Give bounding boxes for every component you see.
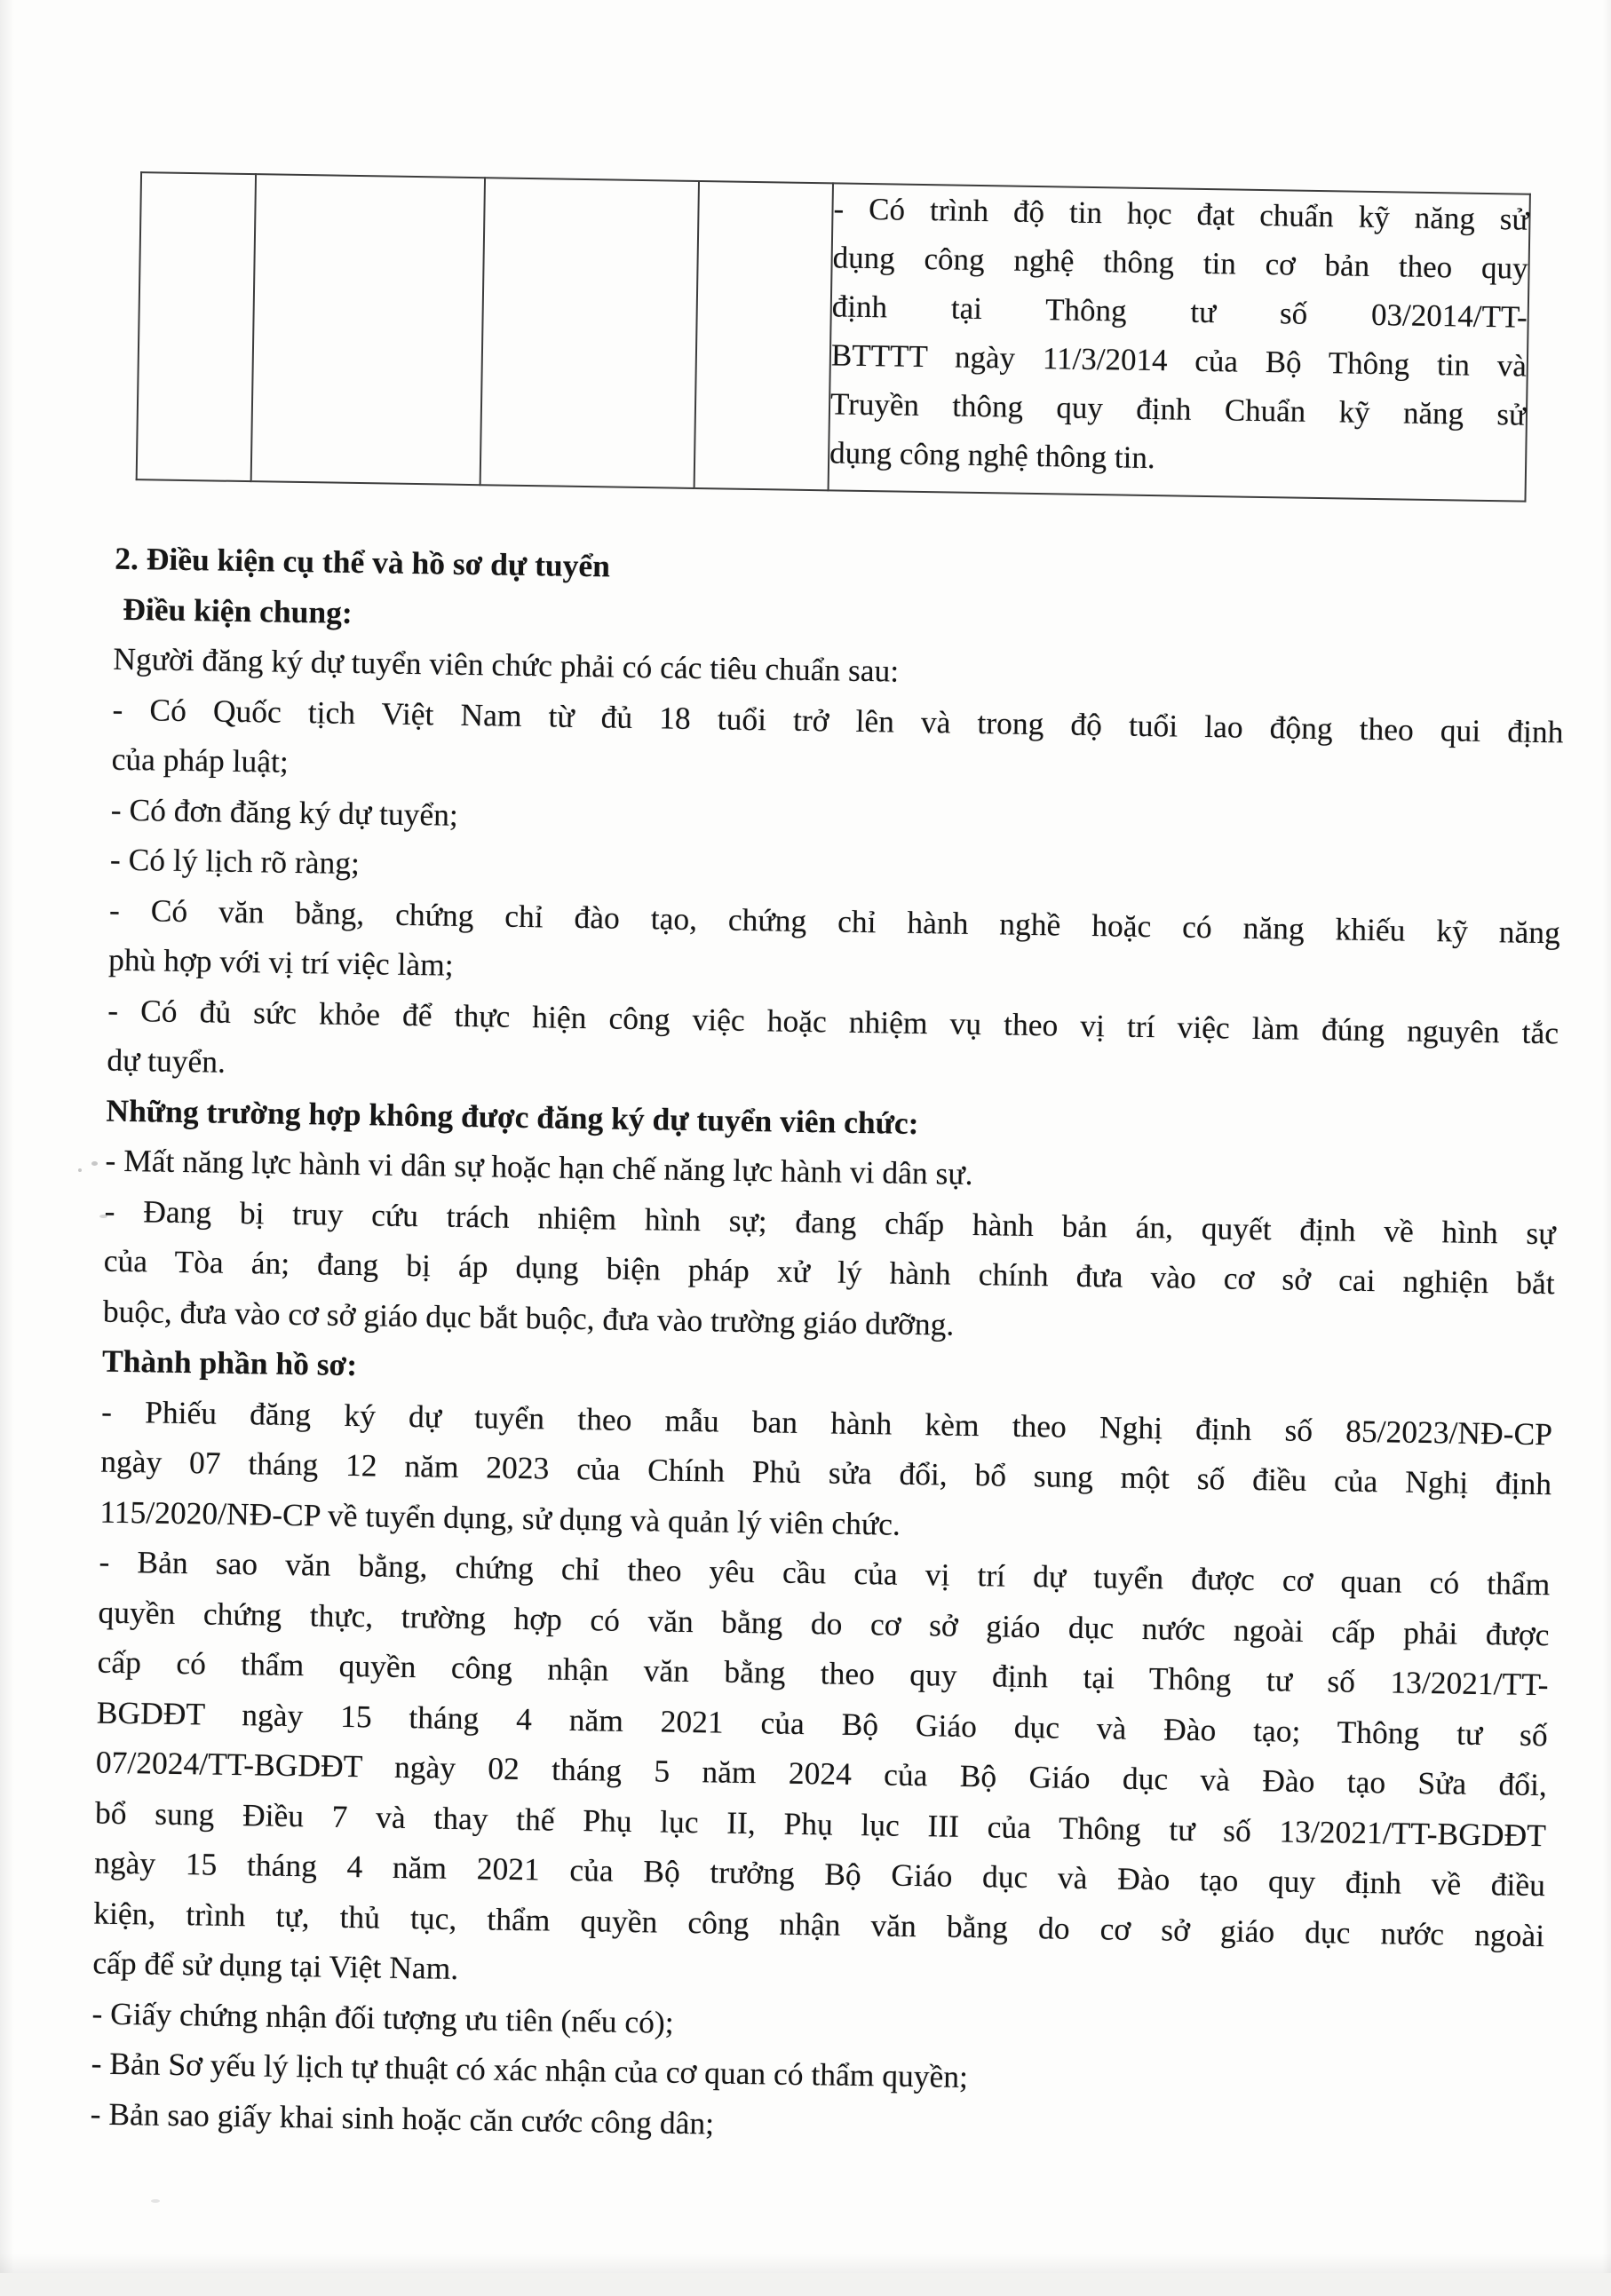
requirement-cell-line: BTTTT ngày 11/3/2014 của Bộ Thông tin và [830,337,1528,384]
text-line: - Bản sao giấy khai sinh hoặc căn cước công dân; [90,2095,715,2142]
text-line: phù hợp với vị trí việc làm; [107,941,454,983]
scan-speck [91,1161,98,1166]
scan-edge-shadow [1602,0,1611,2273]
paragraph [103,1185,1556,1358]
text-line: kiện, trình tự, thủ tục, thẩm quyền công nhận văn bằng do cơ sở giáo dục nước ngoài [92,1895,1545,1953]
paragraph [99,1386,1552,1559]
text-line: - Đang bị truy cứu trách nhiệm hình sự; đang chấp hành bản án, quyết định về hình sự [104,1192,1556,1251]
text-line: - Có lý lịch rõ ràng; [109,841,361,882]
scan-speck [78,1168,82,1172]
text-line: - Phiếu đăng ký dự tuyển theo mẫu ban hành kèm theo Nghị định số 85/2023/NĐ-CP [100,1393,1553,1452]
table-row [137,172,1530,502]
text-line: của pháp luật; [111,740,290,780]
requirement-cell-line: định tại Thông tư số 03/2014/TT- [831,289,1528,335]
paragraph [92,1537,1551,2011]
text-line: BGDĐT ngày 15 tháng 4 năm 2021 của Bộ Giáo dục và Đào tạo; Thông tư số [96,1694,1548,1753]
text-line: cấp để sử dụng tại Việt Nam. [92,1944,459,1986]
empty-cell [251,174,485,485]
empty-cell [480,178,699,488]
scan-speck [151,2199,160,2203]
text-line: - Bản Sơ yếu lý lịch tự thuật có xác nhận của cơ quan có thẩm quyền; [91,2045,969,2095]
section-heading: 2. Điều kiện cụ thể và hồ sơ dự tuyển [114,540,611,584]
text-line: dự tuyển. [107,1041,226,1080]
text-line: 07/2024/TT-BGDĐT ngày 02 tháng 5 năm 2024 của Bộ Giáo dục và Đào tạo Sửa đổi, [95,1744,1548,1803]
text-line: ngày 15 tháng 4 năm 2021 của Bộ trưởng Bộ Giáo dục và Đào tạo quy định về điều [93,1844,1546,1904]
requirement-cell-line: - Có trình độ tin học đạt chuẩn kỹ năng sử [833,191,1529,237]
requirement-cell-line: dụng công nghệ thông tin. [829,435,1155,476]
text-line: - Giấy chứng nhận đối tượng ưu tiên (nếu có); [91,1995,674,2040]
text-line: 115/2020/NĐ-CP về tuyển dụng, sử dụng và quản lý viên chức. [99,1493,901,1542]
empty-cell [694,181,833,490]
text-line: - Có đơn đăng ký dự tuyển; [110,791,459,833]
text-line: ngày 07 tháng 12 năm 2023 của Chính Phủ sửa đổi, bổ sung một số điều của Nghị định [99,1443,1552,1502]
section-heading: Những trường hợp không được đăng ký dự tuyển viên chức: [106,1092,919,1141]
text-line: quyền chứng thực, trường hợp có văn bằng do cơ sở giáo dục nước ngoài cấp phải được [98,1594,1550,1652]
section-heading: Thành phần hồ sơ: [101,1342,358,1383]
scan-speck [99,1215,107,1218]
section-heading: Điều kiện chung: [123,590,353,630]
text-line: buộc, đưa vào cơ sở giáo dục bắt buộc, đưa vào trường giáo dưỡng. [102,1293,955,1342]
requirement-cell [829,183,1530,501]
scan-edge-shadow [0,2253,1611,2273]
requirement-cell-line: dụng công nghệ thông tin cơ bản theo quy [832,240,1528,286]
text-line: của Tòa án; đang bị áp dụng biện pháp xử lý hành chính đưa vào cơ sở cai nghiện bắt [103,1242,1555,1302]
text-line: cấp có thẩm quyền công nhận văn bằng theo quy định tại Thông tư số 13/2021/TT- [97,1643,1549,1703]
scan-edge-shadow [0,0,14,2273]
text-line: - Có đủ sức khỏe để thực hiện công việc hoặc nhiệm vụ theo vị trí việc làm đúng nguyên tắc [107,992,1559,1050]
empty-cell [137,172,256,481]
position-requirements-table [136,171,1531,503]
requirement-cell-line: Truyền thông quy định Chuẩn kỹ năng sử [829,386,1527,432]
text-line: - Bản sao văn bằng, chứng chỉ theo yêu cầu của vị trí dự tuyển được cơ quan có thẩm [99,1543,1551,1603]
text-line: - Có văn bằng, chứng chỉ đào tạo, chứng chỉ hành nghề hoặc có năng khiếu kỹ năng [108,891,1561,950]
text-line: Người đăng ký dự tuyển viên chức phải có các tiêu chuẩn sau: [113,640,900,689]
text-line: bổ sung Điều 7 và thay thế Phụ lục II, Phụ lục III của Thông tư số 13/2021/TT-BGDĐT [94,1794,1547,1853]
text-line: - Có Quốc tịch Việt Nam từ đủ 18 tuổi trở lên và trong độ tuổi lao động theo qui định [112,691,1564,749]
document-body [90,534,1566,2161]
text-line: - Mất năng lực hành vi dân sự hoặc hạn chế năng lực hành vi dân sự. [105,1142,973,1192]
